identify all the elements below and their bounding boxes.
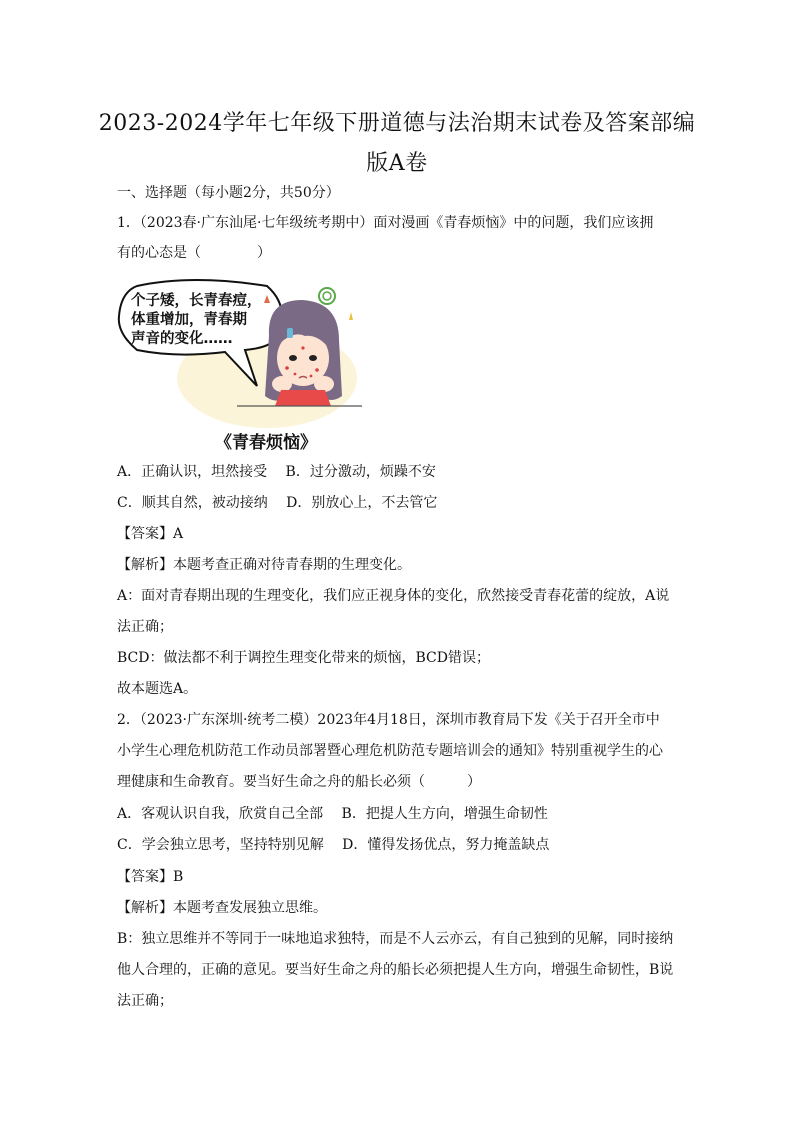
q1-stem-line1: 1．（2023春·广东汕尾·七年级统考期中）面对漫画《青春烦恼》中的问题，我们应该拥	[117, 215, 654, 231]
q2-analysis: 【解析】本题考查发展独立思维。	[117, 900, 327, 916]
q2-analysis-b-line3: 法正确；	[117, 993, 173, 1009]
speech-bubble-line: 声音的变化……	[131, 331, 233, 347]
q1-stem-line2: 有的心态是（ ）	[117, 245, 271, 261]
q1-options-line1: A．正确认识，坦然接受 B．过分激动，烦躁不安	[117, 464, 436, 480]
q2-stem-line3: 理健康和生命教育。要当好生命之舟的船长必须（ ）	[117, 774, 481, 790]
comic-illustration	[117, 278, 367, 448]
q1-analysis-a-line1: A：面对青春期出现的生理变化，我们应正视身体的变化，欣然接受青春花蕾的绽放，A说	[117, 588, 670, 604]
q1-conclusion: 故本题选A。	[117, 681, 198, 697]
q1-analysis: 【解析】本题考查正确对待青春期的生理变化。	[117, 557, 411, 573]
section-heading: 一、选择题（每小题2分，共50分）	[117, 185, 340, 201]
q1-analysis-a-line2: 法正确；	[117, 619, 173, 635]
q2-analysis-b-line2: 他人合理的，正确的意见。要当好生命之舟的船长必须把提人生方向，增强生命韧性，B说	[117, 962, 674, 978]
q2-options-line2: C．学会独立思考，坚持特别见解 D．懂得发扬优点，努力掩盖缺点	[117, 837, 550, 853]
q2-options-line1: A．客观认识自我，欣赏自己全部 B．把提人生方向，增强生命韧性	[117, 806, 548, 822]
speech-bubble-line: 个子矮，长青春痘，	[131, 293, 262, 309]
speech-bubble-line: 体重增加，青春期	[131, 312, 247, 328]
q1-answer: 【答案】A	[117, 526, 184, 542]
q1-options-line2: C．顺其自然，被动接纳 D．别放心上，不去管它	[117, 495, 438, 511]
document-title-line2: 版A卷	[366, 151, 428, 176]
q2-stem-line2: 小学生心理危机防范工作动员部署暨心理危机防范专题培训会的通知》特别重视学生的心	[117, 743, 663, 759]
q2-answer: 【答案】B	[117, 869, 184, 885]
q2-analysis-b-line1: B：独立思维并不等同于一味地追求独特，而是不人云亦云，有自己独到的见解，同时接纳	[117, 931, 674, 947]
comic-caption: 《青春烦恼》	[215, 433, 317, 453]
document-title-line1: 2023-2024学年七年级下册道德与法治期末试卷及答案部编	[98, 111, 696, 136]
speech-bubble-text	[131, 292, 266, 349]
q1-analysis-bcd: BCD：做法都不利于调控生理变化带来的烦恼，BCD错误；	[117, 650, 490, 666]
q2-stem-line1: 2．（2023·广东深圳·统考二模）2023年4月18日，深圳市教育局下发《关于召开全市中	[117, 712, 660, 728]
